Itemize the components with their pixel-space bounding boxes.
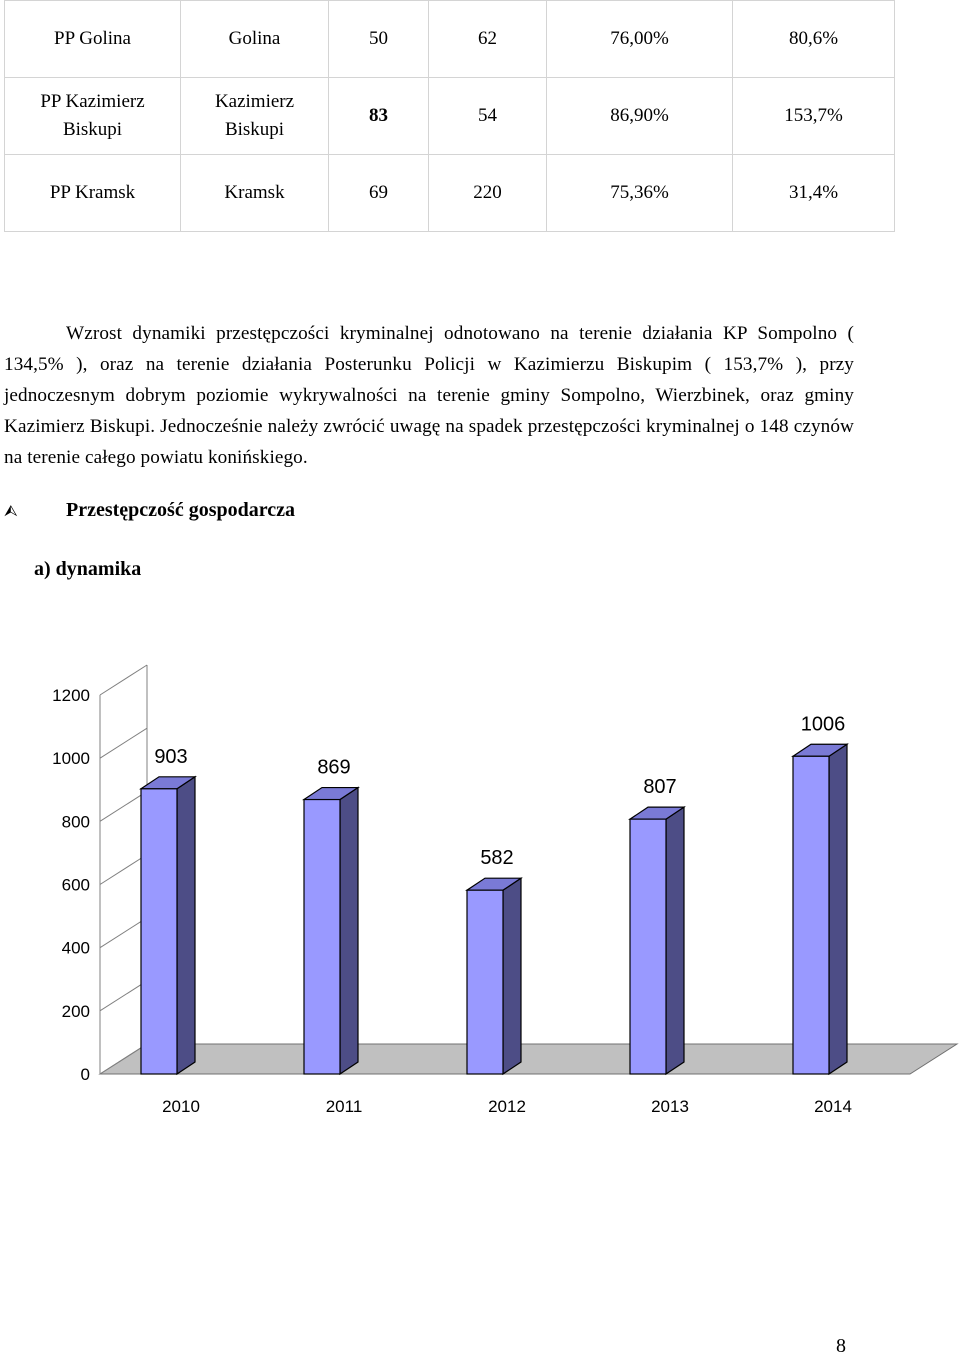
table-cell: 80,6% [733, 1, 895, 78]
data-label: 903 [154, 745, 188, 768]
table-cell: 62 [429, 1, 547, 78]
table-cell: 83 [329, 78, 429, 155]
y-gridline-diagonal [100, 791, 147, 821]
y-tick-label: 1200 [52, 686, 90, 705]
y-tick-label: 600 [61, 875, 90, 895]
table-cell: 50 [329, 1, 429, 78]
y-gridline-diagonal [100, 918, 147, 948]
data-label: 807 [643, 776, 677, 799]
table-row [5, 78, 895, 155]
y-gridline-diagonal [100, 728, 147, 758]
x-tick-label: 2014 [814, 1097, 852, 1116]
sub-heading: a) dynamika [34, 558, 142, 580]
data-label: 869 [317, 756, 351, 779]
x-tick-label: 2010 [162, 1097, 200, 1116]
bar-side [340, 788, 358, 1074]
y-tick-label: 400 [61, 938, 90, 958]
table-row [5, 155, 895, 232]
table-cell: PP Kazimierz Biskupi [5, 78, 181, 155]
table-cell: PP Golina [5, 1, 181, 78]
section-title: Przestępczość gospodarcza [66, 499, 296, 521]
bar-side [177, 777, 195, 1074]
bar [467, 890, 503, 1074]
body-paragraph: Wzrost dynamiki przestępczości kryminalnej odnotowano na terenie działania KP Sompolno ( 134,5% ), oraz na terenie działania Posterunku Policji w Kazimierzu Biskupim ( 153,7% ), przy jednoczesnym dobrym poziomie wykrywalności na terenie gminy Sompolno, Wierzbinek, oraz gminy Kazimierz Biskupi. Jednocześnie należy zwrócić uwagę na spadek przestępczości kryminalnej o 148 czynów na terenie całego powiatu konińskiego. [4, 323, 854, 468]
table-cell: 31,4% [733, 155, 895, 232]
y-gridline-diagonal [100, 665, 147, 695]
data-label: 1006 [800, 713, 846, 736]
y-tick-label: 200 [61, 1001, 90, 1021]
table-cell: PP Kramsk [5, 155, 181, 232]
bar [793, 756, 829, 1074]
table-cell: Kramsk [181, 155, 329, 232]
table-cell: 76,00% [547, 1, 733, 78]
stats-table [4, 0, 895, 232]
y-gridline-diagonal [100, 855, 147, 885]
table-cell: Kazimierz Biskupi [181, 78, 329, 155]
table-cell: 54 [429, 78, 547, 155]
x-tick-label: 2013 [651, 1097, 689, 1116]
table-cell: 220 [429, 155, 547, 232]
y-gridline-diagonal [100, 981, 147, 1011]
x-tick-label: 2012 [488, 1097, 526, 1116]
y-tick-label: 0 [80, 1065, 90, 1084]
table-cell: 153,7% [733, 78, 895, 155]
bar [141, 789, 177, 1074]
y-tick-label: 1000 [52, 749, 90, 769]
table-cell: 75,36% [547, 155, 733, 232]
page-number: 8 [836, 1335, 846, 1357]
x-tick-label: 2011 [325, 1097, 363, 1116]
bar [630, 819, 666, 1074]
table-cell: 69 [329, 155, 429, 232]
bullet-icon: ⮙ [4, 503, 18, 520]
bar-side [503, 878, 521, 1074]
data-label: 582 [480, 847, 514, 870]
y-tick-label: 800 [61, 812, 90, 832]
table-row [5, 1, 895, 78]
bar-side [666, 807, 684, 1074]
section-heading [4, 496, 704, 526]
table-cell: 86,90% [547, 78, 733, 155]
bar-chart [0, 650, 960, 1130]
bar-side [829, 744, 847, 1074]
bar [304, 800, 340, 1074]
table-cell: Golina [181, 1, 329, 78]
